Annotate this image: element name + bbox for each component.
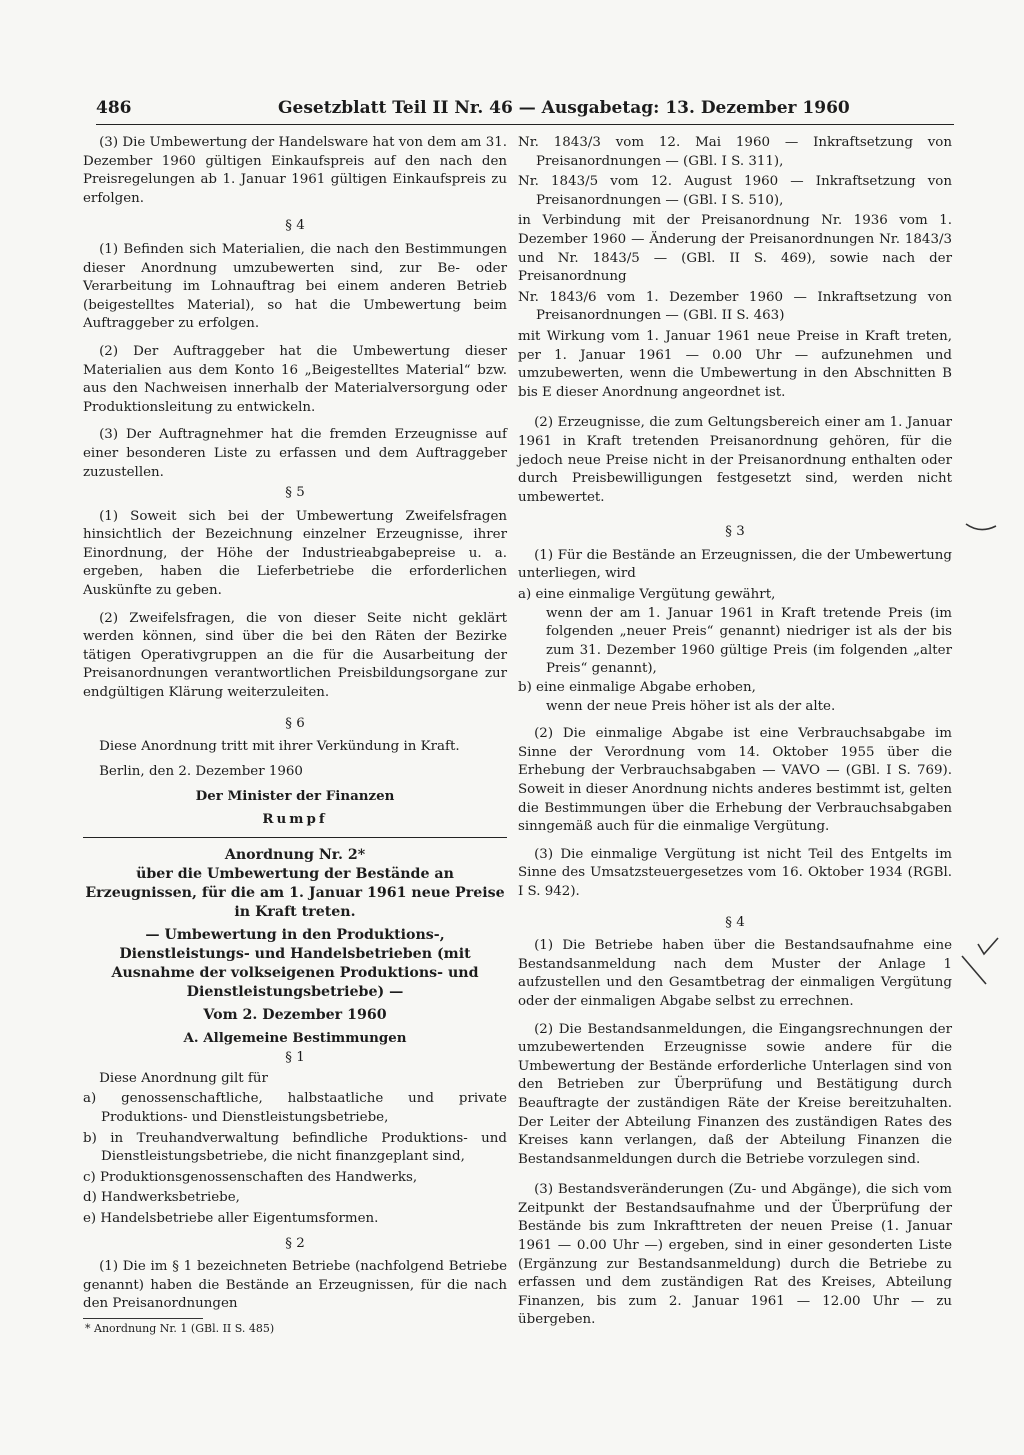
list-item: Nr. 1843/6 vom 1. Dezember 1960 — Inkraftsetzung von Preisanordnungen — (GBl. II S. 463) [518, 289, 952, 324]
paragraph: mit Wirkung vom 1. Januar 1961 neue Preise in Kraft treten, per 1. Januar 1961 — 0.00 Uhr — aufzunehmen und umzubewerten, wenn die Umbewertung in den Abschnitten B bis E dieser Anordnung angeordnet ist. [518, 328, 952, 400]
divider [83, 837, 507, 838]
running-title: Gesetzblatt Teil II Nr. 46 — Ausgabetag: 13. Dezember 1960 [278, 98, 850, 118]
paragraph: (3) Die Umbewertung der Handelsware hat von dem am 31. Dezember 1960 gültigen Einkaufspreis auf den nach den Preisregelungen ab 1. Januar 1961 gültigen Einkaufspreis zu erfolgen. [83, 135, 507, 206]
right-column [518, 134, 952, 1339]
paragraph: Diese Anordnung gilt für [99, 1070, 268, 1086]
list-item: Nr. 1843/5 vom 12. August 1960 — Inkraftsetzung von Preisanordnungen — (GBl. I S. 510), [518, 174, 952, 208]
margin-pencil-mark [956, 930, 1006, 990]
header-rule [96, 124, 954, 125]
paragraph: (1) Soweit sich bei der Umbewertung Zweifelsfragen hinsichtlich der Bezeichnung einzelner Erzeugnisse, ihrer Einordnung, der Höhe der Industrieabgabepreise u. a. ergeben, haben die Lieferbetriebe die erforderlichen Auskünfte zu geben. [83, 508, 507, 599]
footnote: * Anordnung Nr. 1 (GBl. II S. 485) [85, 1321, 275, 1335]
list-item: Nr. 1843/3 vom 12. Mai 1960 — Inkraftsetzung von Preisanordnungen — (GBl. I S. 311), [518, 135, 952, 169]
signatory-title: Der Minister der Finanzen [195, 788, 395, 805]
paragraph: (3) Die einmalige Vergütung ist nicht Teil des Entgelts im Sinne des Umsatzsteuergesetzes vom 16. Oktober 1934 (RGBl. I S. 942). [518, 846, 952, 899]
list-item: a) genossenschaftliche, halbstaatliche und private Produktions- und Dienstleistungsbetriebe, [83, 1091, 507, 1125]
paragraph: (2) Die einmalige Abgabe ist eine Verbrauchsabgabe im Sinne der Verordnung vom 14. Oktober 1955 über die Erhebung der Verbrauchsabgaben — VAVO — (GBl. I S. 769). Soweit in dieser Anordnung nichts anderes bestimmt ist, gelten die Bestimmungen über die Erhebung der Verbrauchsabgaben sinngemäß auch für die einmalige Vergütung. [518, 726, 952, 835]
paragraph: in Verbindung mit der Preisanordnung Nr. 1936 vom 1. Dezember 1960 — Änderung der Preisanordnungen Nr. 1843/3 und Nr. 1843/5 — (GBl. II S. 469), sowie nach der Preisanordnung [518, 213, 952, 285]
paragraph: (1) Die im § 1 bezeichneten Betriebe (nachfolgend Betriebe genannt) haben die Bestände an Erzeugnissen, für die nach den Preisanordnungen [83, 1259, 507, 1312]
paragraph: (2) Die Bestandsanmeldungen, die Eingangsrechnungen der umzubewertenden Erzeugnisse sowie andere für die Umbewertung der Bestände erforderliche Unterlagen sind von den Betrieben zur Überprüfung und Bestätigung durch Beauftragte der zuständigen Räte der Kreise bereitzuhalten. Der Leiter der Abteilung Finanzen des zuständigen Rates des Kreises kann verlangen, daß der Abteilung Finanzen die Bestandsanmeldungen durch die Betriebe vorzulegen sind. [518, 1021, 952, 1167]
margin-pencil-mark [962, 518, 1002, 538]
paragraph: (1) Die Betriebe haben über die Bestandsaufnahme eine Bestandsanmeldung nach dem Muster der Anlage 1 aufzustellen und den Gesamtbetrag der einmaligen Vergütung oder der einmaligen Abgabe selbst zu errechnen. [518, 938, 952, 1009]
list-item: b) eine einmalige Abgabe erhoben, [518, 680, 756, 696]
paragraph: (3) Der Auftragnehmer hat die fremden Erzeugnisse auf einer besonderen Liste zu erfassen und dem Auftraggeber zuzustellen. [83, 427, 507, 480]
signatory-name: Rumpf [262, 811, 328, 827]
paragraph: (3) Bestandsveränderungen (Zu- und Abgänge), die sich vom Zeitpunkt der Bestandsaufnahme und der Überprüfung der Bestände bis zum Inkrafttreten der neuen Preise (1. Januar 1961 — 0.00 Uhr —) ergeben, sind in einer gesonderten Liste (Ergänzung zur Bestandsanmeldung) durch die Betriebe zu erfassen und dem zuständigen Rat des Kreises, Abteilung Finanzen, bis zum 2. Januar 1961 — 12.00 Uhr — zu übergeben. [518, 1182, 952, 1328]
list-item: d) Handwerksbetriebe, [83, 1190, 240, 1206]
paragraph: (1) Befinden sich Materialien, die nach den Bestimmungen dieser Anordnung umzubewerten sind, zur Be- oder Verarbeitung im Lohnauftrag bei einem anderen Betrieb (beigestelltes Material), so hat die Umbewertung beim Auftraggeber zu erfolgen. [83, 241, 507, 332]
paragraph: (2) Erzeugnisse, die zum Geltungsbereich einer am 1. Januar 1961 in Kraft tretenden Preisanordnung gehören, für die jedoch neue Preise nicht in der Preisanordnung enthalten oder durch Preisbewilligungen festgesetzt sind, werden nicht umbewertet. [518, 415, 952, 505]
section-heading: § 1 [285, 1050, 305, 1066]
ordinance-date: Vom 2. Dezember 1960 [203, 1006, 387, 1023]
part-heading: A. Allgemeine Bestimmungen [183, 1029, 407, 1046]
left-column [83, 134, 507, 1336]
list-item-detail: wenn der neue Preis höher ist als der alte. [546, 698, 836, 714]
list-item-detail: wenn der am 1. Januar 1961 in Kraft tretende Preis (im folgenden „neuer Preis“ genannt) niedriger ist als der bis zum 31. Dezember 1960 gültige Preis (im folgenden „alter Preis“ genannt), [546, 605, 952, 677]
section-heading: § 4 [285, 218, 305, 234]
list-item: a) eine einmalige Vergütung gewährt, [518, 587, 776, 603]
ordinance-scope: — Umbewertung in den Produktions-, Dienstleistungs- und Handelsbetrieben (mit Ausnahme der volkseigenen Produktions- und Dienstleistungsbetriebe) — [111, 926, 479, 1000]
section-heading: § 3 [725, 524, 745, 540]
place-date: Berlin, den 2. Dezember 1960 [99, 763, 303, 779]
paragraph: Diese Anordnung tritt mit ihrer Verkündung in Kraft. [99, 739, 460, 755]
section-heading: § 2 [285, 1235, 305, 1251]
ordinance-subject: über die Umbewertung der Bestände an Erzeugnissen, für die am 1. Januar 1961 neue Preise in Kraft treten. [85, 865, 505, 920]
paragraph: (2) Der Auftraggeber hat die Umbewertung dieser Materialien aus dem Konto 16 „Beigestelltes Material“ bzw. aus den Nachweisen innerhalb der Materialversorgung oder Produktionsleitung zu entwickeln. [83, 343, 507, 415]
paragraph: (1) Für die Bestände an Erzeugnissen, die der Umbewertung unterliegen, wird [518, 547, 952, 582]
page-header [96, 98, 954, 132]
paragraph: (2) Zweifelsfragen, die von dieser Seite nicht geklärt werden können, sind über die bei den Räten der Bezirke tätigen Operativgruppen an die für die Ausarbeitung der Preisanordnungen verantwortlichen Preisbildungsorgane zur endgültigen Klärung weiterzuleiten. [83, 610, 507, 701]
section-heading: § 4 [725, 914, 745, 930]
ordinance-title: Anordnung Nr. 2* [224, 846, 366, 863]
section-heading: § 6 [285, 715, 305, 731]
list-item: b) in Treuhandverwaltung befindliche Produktions- und Dienstleistungsbetriebe, die nicht finanzgeplant sind, [83, 1130, 507, 1165]
list-item: e) Handelsbetriebe aller Eigentumsformen. [83, 1210, 379, 1226]
footnote-rule [83, 1318, 203, 1319]
list-item: c) Produktionsgenossenschaften des Handwerks, [83, 1169, 418, 1185]
page-number: 486 [96, 98, 132, 118]
section-heading: § 5 [285, 485, 305, 501]
